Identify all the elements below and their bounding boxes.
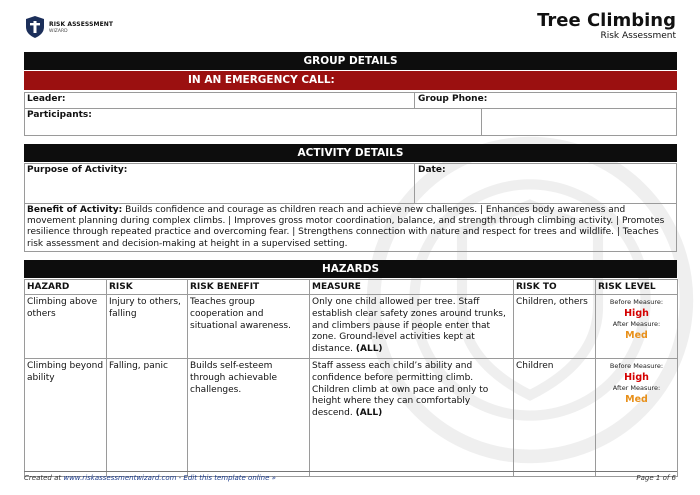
column-header-risk-benefit: RISK BENEFIT [188, 280, 310, 295]
column-header-risk-to: RISK TO [514, 280, 596, 295]
logo-subtitle: WIZARD [49, 29, 68, 34]
leader-label: Leader: [27, 94, 66, 104]
risk-to-cell: Children [514, 358, 596, 476]
after-level: Med [625, 330, 648, 341]
column-header-hazard: HAZARD [25, 280, 107, 295]
after-level: Med [625, 393, 648, 405]
before-measure-label: Before Measure: [609, 298, 664, 306]
measure-cell [310, 358, 514, 476]
before-level: High [624, 308, 649, 319]
hazard-cell: Climbing above others [25, 295, 107, 359]
hazards-table [24, 279, 678, 477]
before-measure-label: Before Measure: [609, 361, 664, 370]
measure-cell [310, 295, 514, 359]
benefit-text: Builds confidence and courage as children reach and achieve new challenges. | Enhances body awareness and movement planning during complex climbs. | Improves gross motor coordination, balance, and strength through climbing activity. | Promotes resilience through repeated practice and overcoming fear. | Strengthens connection with nature and respect for trees and wildlife. | Teaches risk assessment and decision-making at height in a supervised setting. [27, 205, 665, 249]
risk-to-cell: Children, others [514, 295, 596, 359]
before-level: High [624, 371, 649, 383]
participants-field[interactable] [24, 108, 482, 136]
participants-label: Participants: [27, 110, 92, 120]
benefit-field [24, 203, 677, 252]
benefit-label: Benefit of Activity: [27, 205, 123, 215]
measure-tag: (ALL) [355, 408, 383, 419]
after-measure-label: After Measure: [612, 383, 661, 392]
column-header-risk-level: RISK LEVEL [596, 280, 678, 295]
logo-title: RISK ASSESSMENT [49, 21, 114, 28]
benefit-cell: Builds self-esteem through achievable challenges. [188, 358, 310, 476]
measure-tag: (ALL) [355, 344, 383, 355]
column-header-risk: RISK [107, 280, 188, 295]
table-header-row [25, 280, 678, 295]
risk-level-cell [596, 358, 678, 476]
group-details-heading: GROUP DETAILS [24, 52, 677, 70]
activity-details-heading: ACTIVITY DETAILS [24, 144, 677, 162]
shield-icon [25, 15, 45, 39]
benefit-cell: Teaches group cooperation and situational awareness. [188, 295, 310, 359]
logo [25, 15, 135, 41]
purpose-label: Purpose of Activity: [27, 165, 128, 175]
after-measure-label: After Measure: [612, 320, 661, 328]
group-phone-label: Group Phone: [418, 94, 488, 104]
risk-level-cell [596, 295, 678, 359]
date-field[interactable] [414, 163, 677, 204]
emergency-call-bar: IN AN EMERGENCY CALL: [24, 71, 677, 90]
group-phone-field[interactable] [414, 92, 677, 109]
participants-extra-field[interactable] [481, 108, 677, 136]
page-subtitle: Risk Assessment [600, 31, 676, 41]
table-row [25, 295, 678, 359]
hazard-cell: Climbing beyond ability [25, 358, 107, 476]
risk-cell: Falling, panic [107, 358, 188, 476]
risk-cell: Injury to others, falling [107, 295, 188, 359]
leader-field[interactable] [24, 92, 415, 109]
page-number: Page 1 of 6 [636, 474, 676, 482]
footer-created [24, 474, 276, 482]
column-header-measure: MEASURE [310, 280, 514, 295]
page-title: Tree Climbing [537, 10, 676, 31]
footer-divider [24, 471, 677, 472]
edit-template-link[interactable]: www.riskassessmentwizard.com - Edit this template online » [63, 474, 276, 482]
table-row [25, 358, 678, 476]
date-label: Date: [418, 165, 446, 175]
measure-text: Only one child allowed per tree. Staff establish clear safety zones around trunks, and climbers pause if people enter that zone. Ground-level activities kept at distance. [312, 297, 506, 355]
hazards-heading: HAZARDS [24, 260, 677, 278]
footer-created-prefix: Created at [24, 474, 62, 482]
measure-text: Staff assess each child’s ability and confidence before permitting climb. Children climb at own pace and only to height where they can comfortably descend. [312, 360, 489, 419]
purpose-field[interactable] [24, 163, 415, 204]
